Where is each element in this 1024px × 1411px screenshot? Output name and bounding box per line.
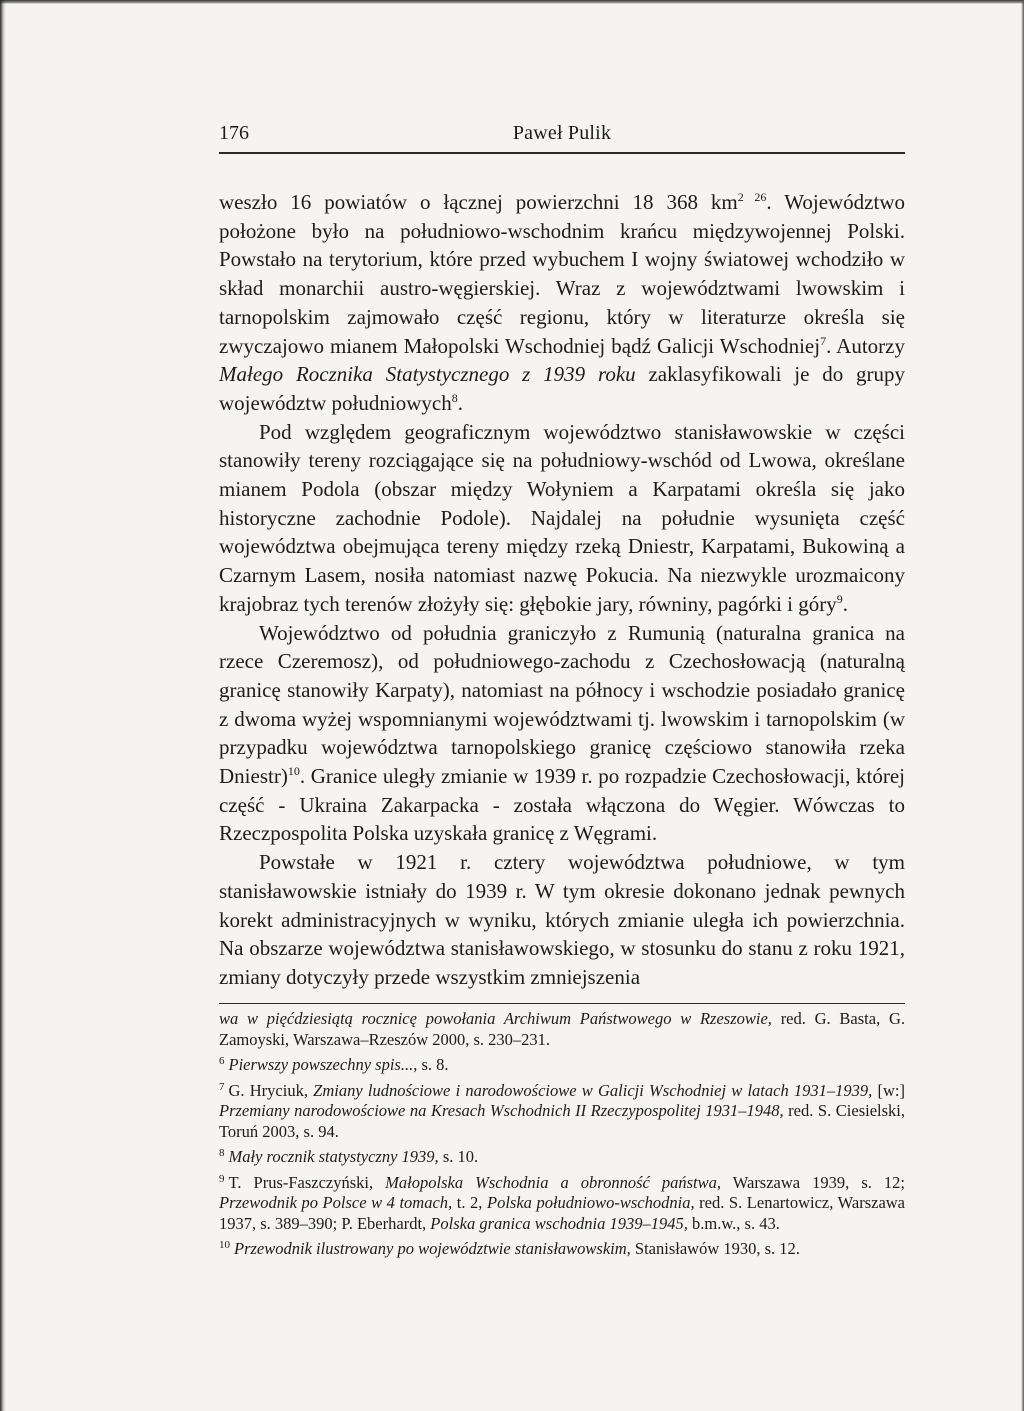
footnote-text: , s. 8. bbox=[413, 1055, 449, 1074]
paragraph-3 bbox=[219, 619, 905, 849]
footnote-italic: Pierwszy powszechny spis... bbox=[228, 1055, 414, 1074]
text-run: . bbox=[842, 591, 848, 616]
footnote-ref: 7 bbox=[820, 333, 827, 348]
footnote-ref: 2 26 bbox=[737, 190, 767, 204]
footnotes bbox=[219, 1003, 905, 1265]
text-run: . bbox=[457, 390, 463, 415]
book-page bbox=[219, 116, 905, 992]
paragraph-2 bbox=[219, 418, 905, 619]
running-head-author: Paweł Pulik bbox=[512, 122, 612, 144]
footnote-text: Warszawa 1939, s. 12; bbox=[721, 1172, 905, 1192]
footnote-text: red. S. Ciesielski, Toruń 2003, s. 94. bbox=[219, 1101, 905, 1141]
paragraph-1 bbox=[219, 188, 905, 418]
text-run: zaklasyfikowali je do grupy województw południowych bbox=[219, 362, 905, 415]
body-text bbox=[219, 188, 905, 992]
footnote-continuation bbox=[219, 1009, 905, 1050]
footnote-text: red. G. Basta, G. Zamoyski, Warszawa–Rzeszów 2000, s. 230–231. bbox=[219, 1009, 906, 1049]
footnote-italic: Przemiany narodowościowe na Kresach Wschodnich II Rzeczypospolitej 1931–1948, bbox=[219, 1101, 784, 1120]
text-run: Powstałe w 1921 r. cztery województwa południowe, w tym stanisławowskie istniały do 1939 r. W tym okresie dokonano jednak pewnych korekt administracyjnych w wyniku, których zmianie uległa ich powierzchnia. Na obszarze województwa stanisławowskiego, w stosunku do stanu z roku 1921, zmiany dotyczyły przede wszystkim zmniejszenia bbox=[219, 850, 905, 989]
footnote-italic: Przewodnik po Polsce w 4 tomach, bbox=[219, 1193, 453, 1212]
footnote-8 bbox=[219, 1147, 905, 1168]
footnote-text: s. 10. bbox=[438, 1147, 479, 1166]
text-run: . Województwo położone było na południowo-wschodnim krańcu międzywojennej Polski. Powstało na terytorium, które przed wybuchem I wojny światowej wchodziło w skład monarchii austro-węgierskiej. Wraz z województwami lwowskim i tarnopolskim zajmowało część regionu, który w literaturze określa się zwyczajowo mianem Małopolski Wschodniej bądź Galicji Wschodniej bbox=[219, 190, 905, 358]
scan-edge-top bbox=[0, 0, 1024, 4]
text-run: . Granice uległy zmianie w 1939 r. po rozpadzie Czechosłowacji, której część - Ukraina Zakarpacka - została włączona do Węgier. Wówczas to Rzeczpospolita Polska uzyskała granicę z Węgrami. bbox=[219, 764, 905, 846]
footnote-10 bbox=[219, 1239, 905, 1260]
text-run: Województwo od południa graniczyło z Rumunią (naturalna granica na rzece Czeremosz), od południowego-zachodu z Czechosłowacją (naturalną granicę stanowiły Karpaty), natomiast na północy i wschodzie posiadało granicę z dwoma wyżej wspomnianymi województwami tj. lwowskim i tarnopolskim (w przypadku województwa tarnopolskiego granicę częściowo stanowiła rzeka Dniestr) bbox=[219, 620, 905, 789]
footnote-text: G. Hryciuk, bbox=[228, 1080, 314, 1100]
running-head bbox=[219, 116, 905, 154]
footnote-italic: Zmiany ludnościowe i narodowościowe w Galicji Wschodniej w latach 1931–1939, bbox=[313, 1080, 873, 1100]
footnote-ref: 8 bbox=[451, 390, 458, 405]
footnote-ref: 9 bbox=[836, 591, 843, 606]
footnote-italic: Małopolska Wschodnia a obronność państwa, bbox=[385, 1172, 721, 1192]
scan-edge-left bbox=[0, 0, 6, 1411]
footnote-text: b.m.w., s. 43. bbox=[687, 1213, 780, 1233]
footnote-6 bbox=[219, 1055, 905, 1076]
footnote-number: 6 bbox=[219, 1055, 225, 1067]
footnote-italic: Polska granica wschodnia 1939–1945, bbox=[430, 1213, 688, 1233]
footnote-italic: Przewodnik ilustrowany po województwie stanisławowskim, bbox=[234, 1239, 631, 1258]
footnote-text: [w:] bbox=[872, 1080, 905, 1100]
footnote-text: t. 2, bbox=[452, 1193, 487, 1212]
footnote-italic: wa w pięćdziesiątą rocznicę powołania Archiwum Państwowego w Rzeszowie, bbox=[219, 1009, 772, 1028]
footnote-number: 8 bbox=[219, 1147, 225, 1159]
footnote-number: 10 bbox=[219, 1239, 230, 1251]
footnote-italic: Mały rocznik statystyczny 1939, bbox=[228, 1147, 439, 1166]
paragraph-4 bbox=[219, 848, 905, 992]
footnote-italic: Polska południowo-wschodnia, bbox=[486, 1193, 695, 1212]
footnote-number: 9 bbox=[219, 1172, 225, 1185]
footnote-text: red. S. Lenartowicz, Warszawa 1937, s. 389–390; P. Eberhardt, bbox=[219, 1193, 906, 1233]
footnote-7 bbox=[219, 1081, 905, 1143]
italic-title: Małego Rocznika Statystycznego z 1939 roku bbox=[219, 362, 636, 387]
page-number: 176 bbox=[219, 122, 249, 144]
footnote-text: T. Prus-Faszczyński, bbox=[228, 1172, 386, 1192]
text-run: Pod względem geograficznym województwo stanisławowskie w części stanowiły tereny rozciągające się na południowy-wschód od Lwowa, określane mianem Podola (obszar między Wołyniem a Karpatami określa się jako historyczne zachodnie Podole). Najdalej na południe wysunięta część województwa obejmująca tereny między rzeką Dniestr, Karpatami, Bukowiną a Czarnym Lasem, nosiła natomiast nazwę Pokucia. Na niezwykle urozmaicony krajobraz tych terenów złożyły się: głębokie jary, równiny, pagórki i góry bbox=[219, 419, 905, 616]
footnote-number: 7 bbox=[219, 1080, 225, 1093]
text-run: weszło 16 powiatów o łącznej powierzchni 18 368 km bbox=[219, 190, 738, 214]
footnote-ref: 10 bbox=[287, 764, 300, 779]
footnote-text: Stanisławów 1930, s. 12. bbox=[630, 1239, 800, 1258]
footnote-9 bbox=[219, 1173, 905, 1235]
text-run: . Autorzy bbox=[826, 333, 905, 358]
